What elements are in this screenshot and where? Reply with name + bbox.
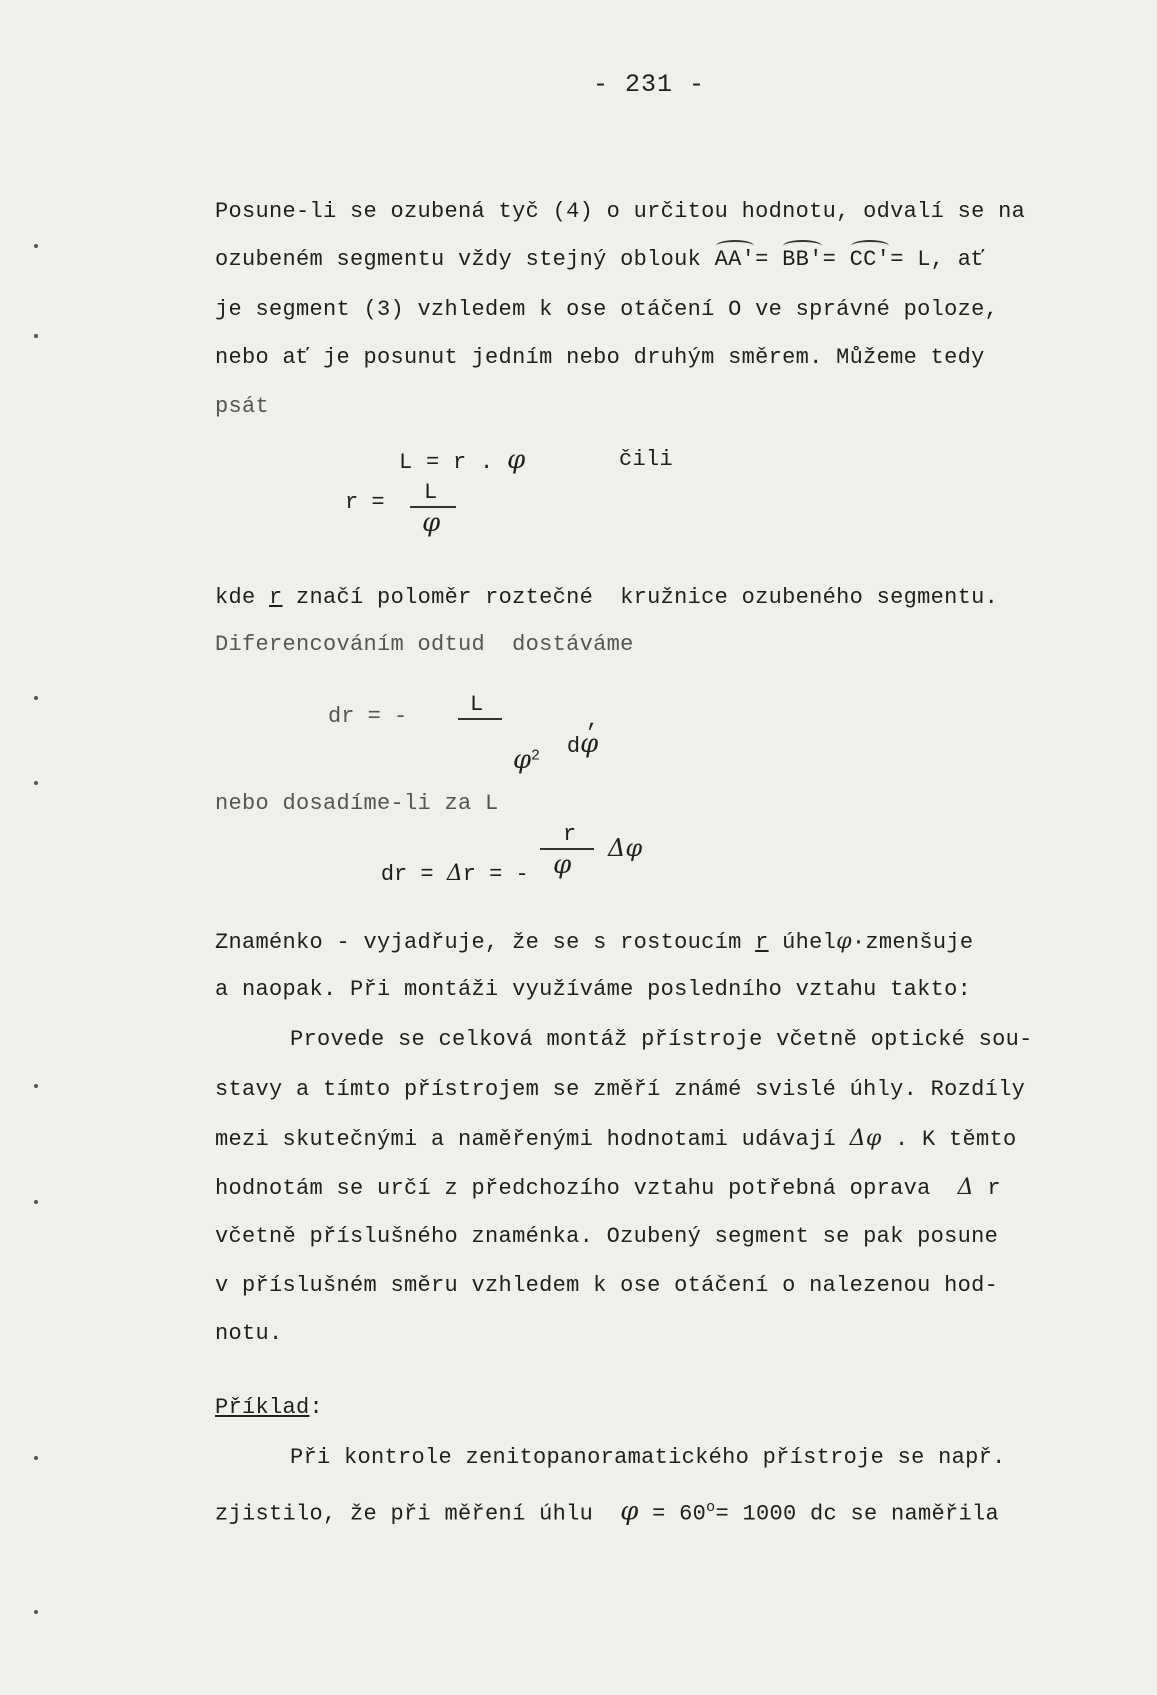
phi-symbol: φ (620, 1496, 639, 1527)
text-span: je segment (3) vzhledem k ose otáčení O ve správné poloze, (215, 297, 999, 322)
fraction-numerator: L (424, 480, 438, 505)
arc-cc: CC' (849, 247, 891, 272)
fraction-denominator: φ (553, 850, 572, 880)
formula-text: čili (619, 447, 674, 472)
text-span: v příslušném směru vzhledem k ose otáčení o nalezenou hod- (215, 1273, 999, 1298)
margin-speck (34, 1456, 38, 1460)
fraction-numerator: r (563, 822, 577, 847)
margin-speck (34, 334, 38, 338)
text-span: = L, ať (890, 247, 985, 272)
arc-aa: AA' (714, 247, 756, 272)
text-span: Posune-li se ozubená tyč (4) o určitou hodnotu, odvalí se na (215, 199, 1026, 224)
text-span: hodnotám se určí z předchozího vztahu potřebná oprava (215, 1176, 958, 1201)
text-line (161, 1466, 999, 1556)
text-span: Znaménko - vyjadřuje, že se s rostoucím (215, 930, 756, 955)
text-line (161, 603, 634, 687)
formula-r-lhs: r = (345, 490, 385, 515)
phi-symbol: φ (580, 729, 599, 759)
text-line (161, 365, 269, 449)
phi-symbol: φ (836, 929, 852, 954)
text-line (161, 762, 499, 846)
text-span: = (755, 247, 783, 272)
delta-symbol: Δ (446, 861, 463, 886)
text-line (161, 1244, 998, 1328)
arc-bb: BB' (782, 247, 823, 272)
delta-symbol: Δ (957, 1175, 974, 1200)
text-line (161, 1292, 283, 1376)
text-span: . K těmto (881, 1127, 1017, 1152)
text-span: Při kontrole zenitopanoramatického přístroje se např. (290, 1445, 1006, 1470)
text-span: značí poloměr roztečné kružnice ozubeného segmentu. (282, 585, 999, 610)
formula-text: dr = (380, 862, 447, 887)
text-line (161, 316, 985, 400)
formula-text: r = - (462, 862, 529, 887)
formula-text: L = r . (399, 450, 508, 475)
text-span: nebo dosadíme-li za L (215, 791, 499, 816)
margin-speck (34, 1084, 38, 1088)
text-span: zjistilo, že při měření úhlu (215, 1501, 621, 1527)
page-number: - 231 - (593, 70, 706, 99)
text-span: Provede se celková montáž přístroje včetně optické sou- (290, 1027, 1033, 1052)
text-span: r (973, 1176, 1001, 1201)
text-span: psát (215, 394, 270, 419)
margin-speck (34, 696, 38, 700)
text-span: = 1000 dc se naměřila (715, 1501, 999, 1527)
text-span: úhel (768, 930, 837, 955)
text-span: a naopak. Při montáži využíváme posledního vztahu takto: (215, 977, 972, 1002)
text-span: Diferencováním odtud dostáváme (215, 632, 634, 657)
formula-delta-phi: Δφ (608, 834, 643, 862)
variable-r: r (755, 930, 769, 955)
variable-r: r (269, 585, 283, 610)
text-span: ·zmenšuje (851, 930, 974, 955)
text-span: notu. (215, 1321, 283, 1346)
text-span: = 60 (638, 1501, 707, 1527)
formula-comma: , (586, 708, 600, 733)
text-span: včetně příslušného znaménka. Ozubený segment se pak posune (215, 1224, 999, 1249)
margin-speck (34, 1200, 38, 1204)
margin-speck (34, 244, 38, 248)
text-span: stavy a tímto přístrojem se změří známé svislé úhly. Rozdíly (215, 1077, 1026, 1102)
text-span: mezi skutečnými a naměřenými hodnotami udávají (215, 1127, 850, 1152)
formula-dr-lhs: dr = - (328, 704, 408, 729)
phi-symbol: φ (507, 445, 526, 475)
margin-speck (34, 781, 38, 785)
heading-colon: : (309, 1395, 324, 1420)
formula-word (565, 418, 673, 502)
fraction-numerator: L (470, 692, 484, 717)
text-span: kde (215, 585, 270, 610)
exponent: 2 (531, 747, 541, 765)
phi-symbol: φ (512, 745, 532, 775)
heading-text: Příklad (215, 1395, 310, 1420)
text-span: nebo ať je posunut jedním nebo druhým směrem. Můžeme tedy (215, 345, 985, 370)
text-span: = (822, 247, 850, 272)
degree-mark: o (706, 1499, 716, 1516)
delta-phi-symbol: Δφ (849, 1126, 882, 1151)
formula-text: d (566, 734, 581, 759)
text-span: ozubeném segmentu vždy stejný oblouk (215, 247, 715, 272)
fraction-denominator: φ (422, 508, 441, 538)
margin-speck (34, 1610, 38, 1614)
